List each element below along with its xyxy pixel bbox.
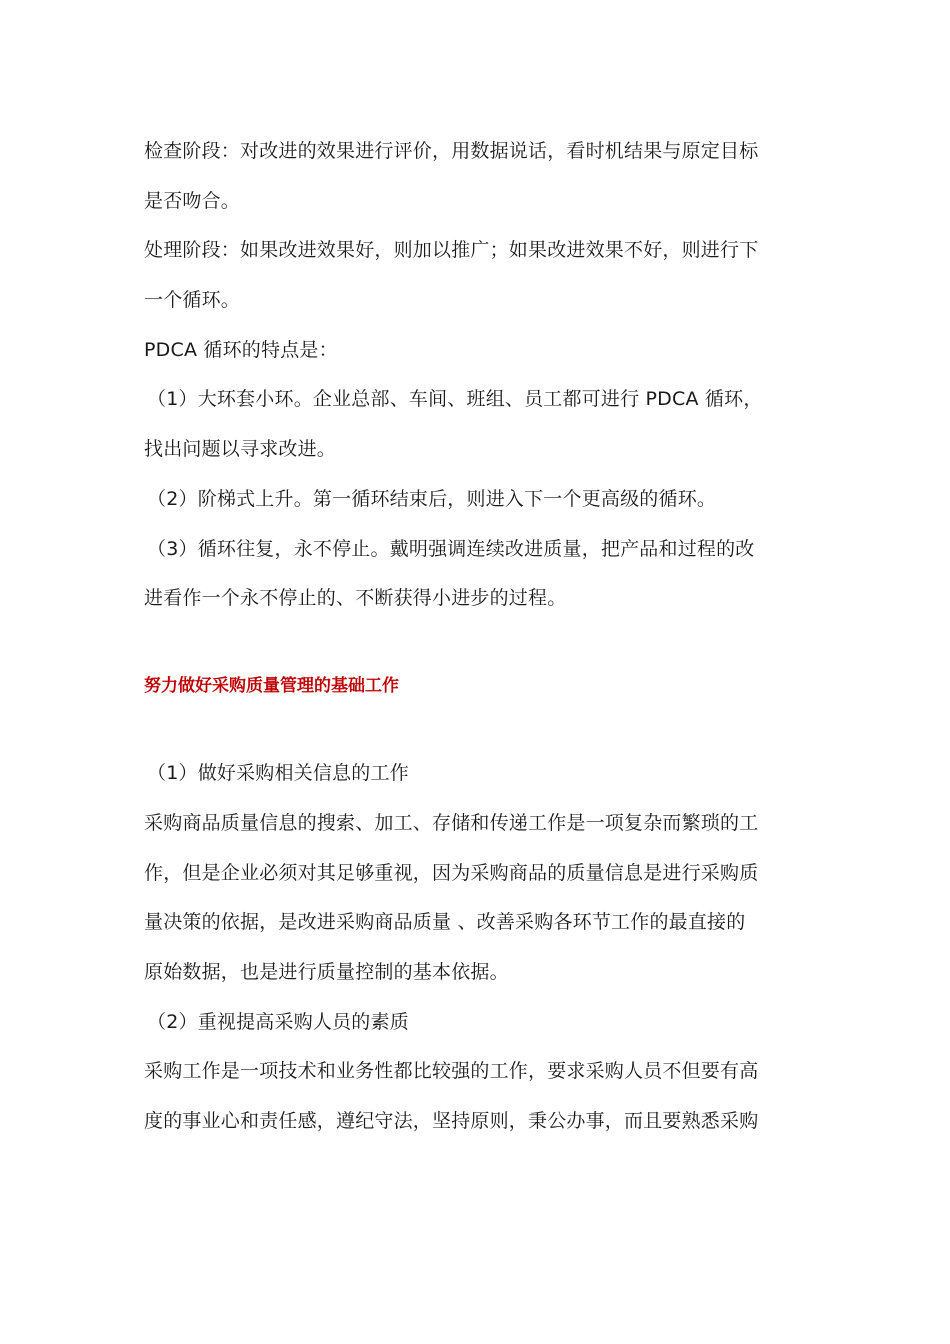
paragraph-line: 采购商品质量信息的搜索、加工、存储和传递工作是一项复杂而繁琐的工 (144, 812, 759, 834)
list-item: （3）循环往复，永不停止。戴明强调连续改进质量，把产品和过程的改 (147, 538, 755, 560)
list-item: （1）大环套小环。企业总部、车间、班组、员工都可进行 PDCA 循环， (147, 388, 763, 410)
paragraph-line: 量决策的依据，是改进采购商品质量 、改善采购各环节工作的最直接的 (144, 911, 746, 933)
paragraph-line: 度的事业心和责任感，遵纪守法，坚持原则，秉公办事，而且要熟悉采购 (144, 1110, 759, 1132)
section-heading: 努力做好采购质量管理的基础工作 (144, 676, 399, 696)
paragraph-line: 检查阶段：对改进的效果进行评价，用数据说话，看时机结果与原定目标 (144, 140, 759, 162)
paragraph-line: 原始数据，也是进行质量控制的基本依据。 (144, 961, 509, 983)
list-item: （2）重视提高采购人员的素质 (147, 1011, 409, 1033)
paragraph-line: 作，但是企业必须对其足够重视，因为采购商品的质量信息是进行采购质 (144, 862, 759, 884)
paragraph-line: 是否吻合。 (144, 190, 241, 212)
paragraph-line: PDCA 循环的特点是： (144, 339, 338, 361)
paragraph-line: 采购工作是一项技术和业务性都比较强的工作，要求采购人员不但要有高 (144, 1060, 759, 1082)
paragraph-line: 一个循环。 (144, 289, 241, 311)
list-item: （1）做好采购相关信息的工作 (147, 762, 409, 784)
paragraph-line: 进看作一个永不停止的、不断获得小进步的过程。 (144, 587, 567, 609)
list-item: （2）阶梯式上升。第一循环结束后，则进入下一个更高级的循环。 (147, 488, 717, 510)
paragraph-line: 找出问题以寻求改进。 (144, 438, 337, 460)
paragraph-line: 处理阶段：如果改进效果好，则加以推广；如果改进效果不好，则进行下 (144, 239, 759, 261)
